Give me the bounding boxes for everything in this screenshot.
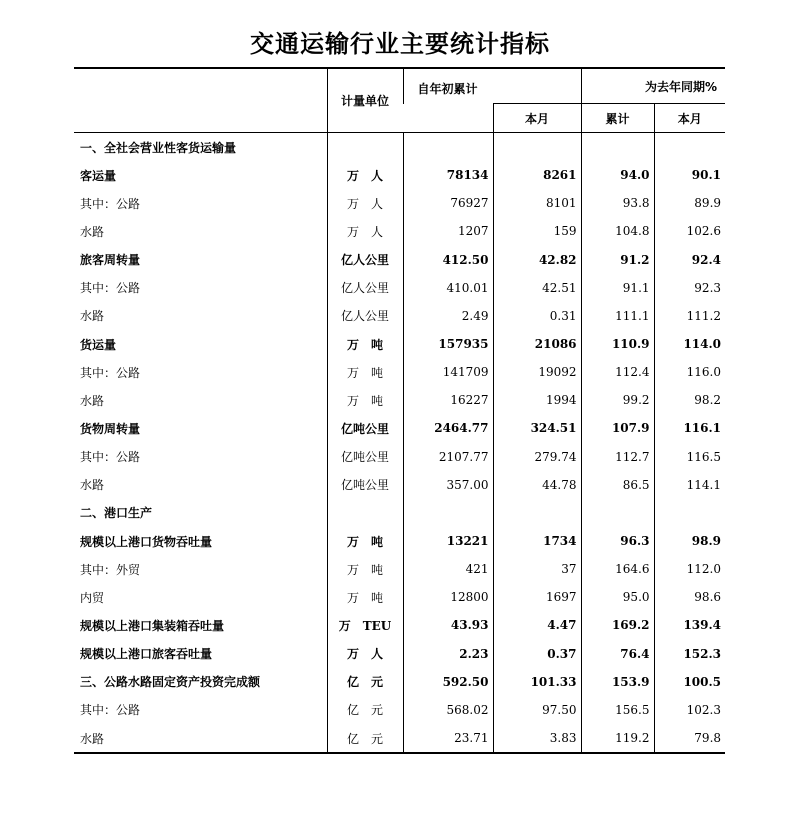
row-label: 水路 [80, 309, 105, 324]
table-row [74, 527, 725, 555]
row-unit: 万 人 [327, 161, 403, 189]
row-yoy-month-value: 98.9 [654, 527, 725, 555]
row-yoy-ytd-value: 119.2 [581, 724, 654, 753]
row-label: 水路 [80, 731, 105, 746]
row-yoy-month-value [654, 133, 725, 162]
row-yoy-ytd-value: 91.1 [581, 274, 654, 302]
row-ytd-value: 12800 [403, 583, 493, 611]
row-yoy-ytd-value: 169.2 [581, 611, 654, 639]
table-row [74, 640, 725, 668]
row-label: 二、港口生产 [80, 506, 153, 521]
row-month-value [493, 133, 581, 162]
row-month-value: 324.51 [493, 414, 581, 442]
row-ytd-value: 76927 [403, 189, 493, 217]
row-unit: 万 吨 [327, 583, 403, 611]
row-ytd-value: 410.01 [403, 274, 493, 302]
row-month-value: 97.50 [493, 696, 581, 724]
header-indicator [74, 68, 327, 133]
table-row [74, 499, 725, 527]
row-month-value: 8261 [493, 161, 581, 189]
row-yoy-month-value: 152.3 [654, 640, 725, 668]
row-ytd-value: 23.71 [403, 724, 493, 753]
row-unit: 万 人 [327, 640, 403, 668]
table-row [74, 414, 725, 442]
table-row [74, 133, 725, 162]
row-yoy-ytd-value: 112.4 [581, 358, 654, 386]
row-label: 水路 [80, 224, 105, 239]
row-unit [327, 499, 403, 527]
row-ytd-value: 2464.77 [403, 414, 493, 442]
row-month-value: 42.82 [493, 246, 581, 274]
row-month-value: 1697 [493, 583, 581, 611]
row-unit [327, 133, 403, 162]
row-yoy-ytd-value: 96.3 [581, 527, 654, 555]
row-label: 规模以上港口集装箱吞吐量 [80, 618, 225, 633]
row-ytd-value [403, 499, 493, 527]
table-row [74, 246, 725, 274]
row-yoy-ytd-value: 93.8 [581, 189, 654, 217]
row-yoy-month-value: 111.2 [654, 302, 725, 330]
row-yoy-ytd-value: 112.7 [581, 443, 654, 471]
table-row [74, 189, 725, 217]
row-yoy-month-value: 79.8 [654, 724, 725, 753]
row-ytd-value: 2.23 [403, 640, 493, 668]
row-month-value: 37 [493, 555, 581, 583]
row-unit: 万 吨 [327, 330, 403, 358]
row-unit: 万 吨 [327, 527, 403, 555]
row-ytd-value: 78134 [403, 161, 493, 189]
statistics-table [74, 67, 725, 754]
row-month-value: 4.47 [493, 611, 581, 639]
row-yoy-ytd-value: 164.6 [581, 555, 654, 583]
row-month-value: 0.37 [493, 640, 581, 668]
row-label: 规模以上港口货物吞吐量 [80, 534, 213, 549]
row-ytd-value: 2107.77 [403, 443, 493, 471]
row-yoy-ytd-value [581, 133, 654, 162]
row-yoy-month-value: 114.0 [654, 330, 725, 358]
table-row [74, 161, 725, 189]
header-month: 本月 [493, 104, 581, 133]
row-unit: 亿吨公里 [327, 443, 403, 471]
row-yoy-ytd-value: 95.0 [581, 583, 654, 611]
row-month-value: 101.33 [493, 668, 581, 696]
row-ytd-value: 43.93 [403, 611, 493, 639]
table-row [74, 330, 725, 358]
row-yoy-ytd-value: 111.1 [581, 302, 654, 330]
row-yoy-ytd-value: 107.9 [581, 414, 654, 442]
row-yoy-month-value: 92.4 [654, 246, 725, 274]
row-yoy-ytd-value: 86.5 [581, 471, 654, 499]
row-month-value: 3.83 [493, 724, 581, 753]
row-ytd-value: 2.49 [403, 302, 493, 330]
row-yoy-ytd-value: 94.0 [581, 161, 654, 189]
row-yoy-month-value: 116.5 [654, 443, 725, 471]
row-label: 内贸 [80, 590, 105, 605]
header-yoy: 为去年同期% [581, 68, 725, 104]
row-yoy-ytd-value: 156.5 [581, 696, 654, 724]
table-row [74, 668, 725, 696]
row-month-value: 1994 [493, 386, 581, 414]
row-ytd-value: 13221 [403, 527, 493, 555]
row-unit: 亿 元 [327, 668, 403, 696]
row-yoy-month-value: 114.1 [654, 471, 725, 499]
row-unit: 万 吨 [327, 555, 403, 583]
row-yoy-month-value: 116.1 [654, 414, 725, 442]
row-label: 其中：公路 [80, 281, 141, 296]
row-label: 水路 [80, 393, 105, 408]
row-label: 水路 [80, 478, 105, 493]
table-row [74, 358, 725, 386]
row-month-value: 19092 [493, 358, 581, 386]
row-label: 其中：外贸 [80, 562, 141, 577]
row-month-value: 8101 [493, 189, 581, 217]
header-ytd: 自年初累计 [403, 68, 581, 104]
row-ytd-value: 421 [403, 555, 493, 583]
row-label: 其中：公路 [80, 450, 141, 465]
table-row [74, 443, 725, 471]
row-unit: 万 吨 [327, 386, 403, 414]
row-month-value: 42.51 [493, 274, 581, 302]
row-yoy-ytd-value: 91.2 [581, 246, 654, 274]
row-ytd-value: 592.50 [403, 668, 493, 696]
table-row [74, 724, 725, 753]
table-row [74, 471, 725, 499]
header-yoy-month: 本月 [654, 104, 725, 133]
row-yoy-month-value: 100.5 [654, 668, 725, 696]
row-ytd-value: 1207 [403, 217, 493, 245]
row-month-value: 0.31 [493, 302, 581, 330]
table-row [74, 302, 725, 330]
row-yoy-month-value: 116.0 [654, 358, 725, 386]
row-month-value: 21086 [493, 330, 581, 358]
row-ytd-value: 16227 [403, 386, 493, 414]
header-unit: 计量单位 [327, 68, 403, 133]
row-yoy-month-value: 139.4 [654, 611, 725, 639]
row-ytd-value: 157935 [403, 330, 493, 358]
row-label: 货物周转量 [80, 421, 141, 436]
table-body [74, 133, 725, 754]
row-yoy-month-value [654, 499, 725, 527]
row-yoy-ytd-value: 153.9 [581, 668, 654, 696]
row-yoy-month-value: 89.9 [654, 189, 725, 217]
row-label: 其中：公路 [80, 196, 141, 211]
row-ytd-value: 141709 [403, 358, 493, 386]
row-unit: 亿 元 [327, 696, 403, 724]
row-unit: 万 TEU [327, 611, 403, 639]
table-row [74, 611, 725, 639]
row-yoy-month-value: 98.6 [654, 583, 725, 611]
row-ytd-value: 412.50 [403, 246, 493, 274]
row-unit: 亿吨公里 [327, 471, 403, 499]
header-yoy-ytd: 累计 [581, 104, 654, 133]
row-unit: 亿 元 [327, 724, 403, 753]
row-month-value [493, 499, 581, 527]
row-label: 规模以上港口旅客吞吐量 [80, 647, 213, 662]
row-yoy-month-value: 102.3 [654, 696, 725, 724]
row-yoy-month-value: 112.0 [654, 555, 725, 583]
row-label: 客运量 [80, 168, 117, 183]
row-yoy-ytd-value: 99.2 [581, 386, 654, 414]
table-row [74, 386, 725, 414]
row-unit: 亿人公里 [327, 246, 403, 274]
row-unit: 万 人 [327, 217, 403, 245]
row-month-value: 159 [493, 217, 581, 245]
row-label: 其中：公路 [80, 365, 141, 380]
row-yoy-ytd-value: 110.9 [581, 330, 654, 358]
header-ytd-spacer [403, 104, 493, 133]
table-row [74, 696, 725, 724]
table-row [74, 555, 725, 583]
row-month-value: 279.74 [493, 443, 581, 471]
row-month-value: 1734 [493, 527, 581, 555]
row-unit: 亿人公里 [327, 302, 403, 330]
row-yoy-ytd-value [581, 499, 654, 527]
row-label: 其中：公路 [80, 703, 141, 718]
table-row [74, 274, 725, 302]
row-label: 货运量 [80, 337, 117, 352]
page-title: 交通运输行业主要统计指标 [250, 30, 550, 58]
row-yoy-month-value: 92.3 [654, 274, 725, 302]
table-row [74, 217, 725, 245]
row-label: 旅客周转量 [80, 253, 141, 268]
row-ytd-value: 357.00 [403, 471, 493, 499]
row-yoy-month-value: 90.1 [654, 161, 725, 189]
row-yoy-month-value: 98.2 [654, 386, 725, 414]
row-unit: 亿吨公里 [327, 414, 403, 442]
row-label: 一、全社会营业性客货运输量 [80, 140, 237, 155]
row-unit: 万 人 [327, 189, 403, 217]
row-ytd-value: 568.02 [403, 696, 493, 724]
row-month-value: 44.78 [493, 471, 581, 499]
row-label: 三、公路水路固定资产投资完成额 [80, 675, 261, 690]
row-yoy-ytd-value: 104.8 [581, 217, 654, 245]
row-unit: 万 吨 [327, 358, 403, 386]
row-ytd-value [403, 133, 493, 162]
row-yoy-ytd-value: 76.4 [581, 640, 654, 668]
row-yoy-month-value: 102.6 [654, 217, 725, 245]
row-unit: 亿人公里 [327, 274, 403, 302]
table-row [74, 583, 725, 611]
